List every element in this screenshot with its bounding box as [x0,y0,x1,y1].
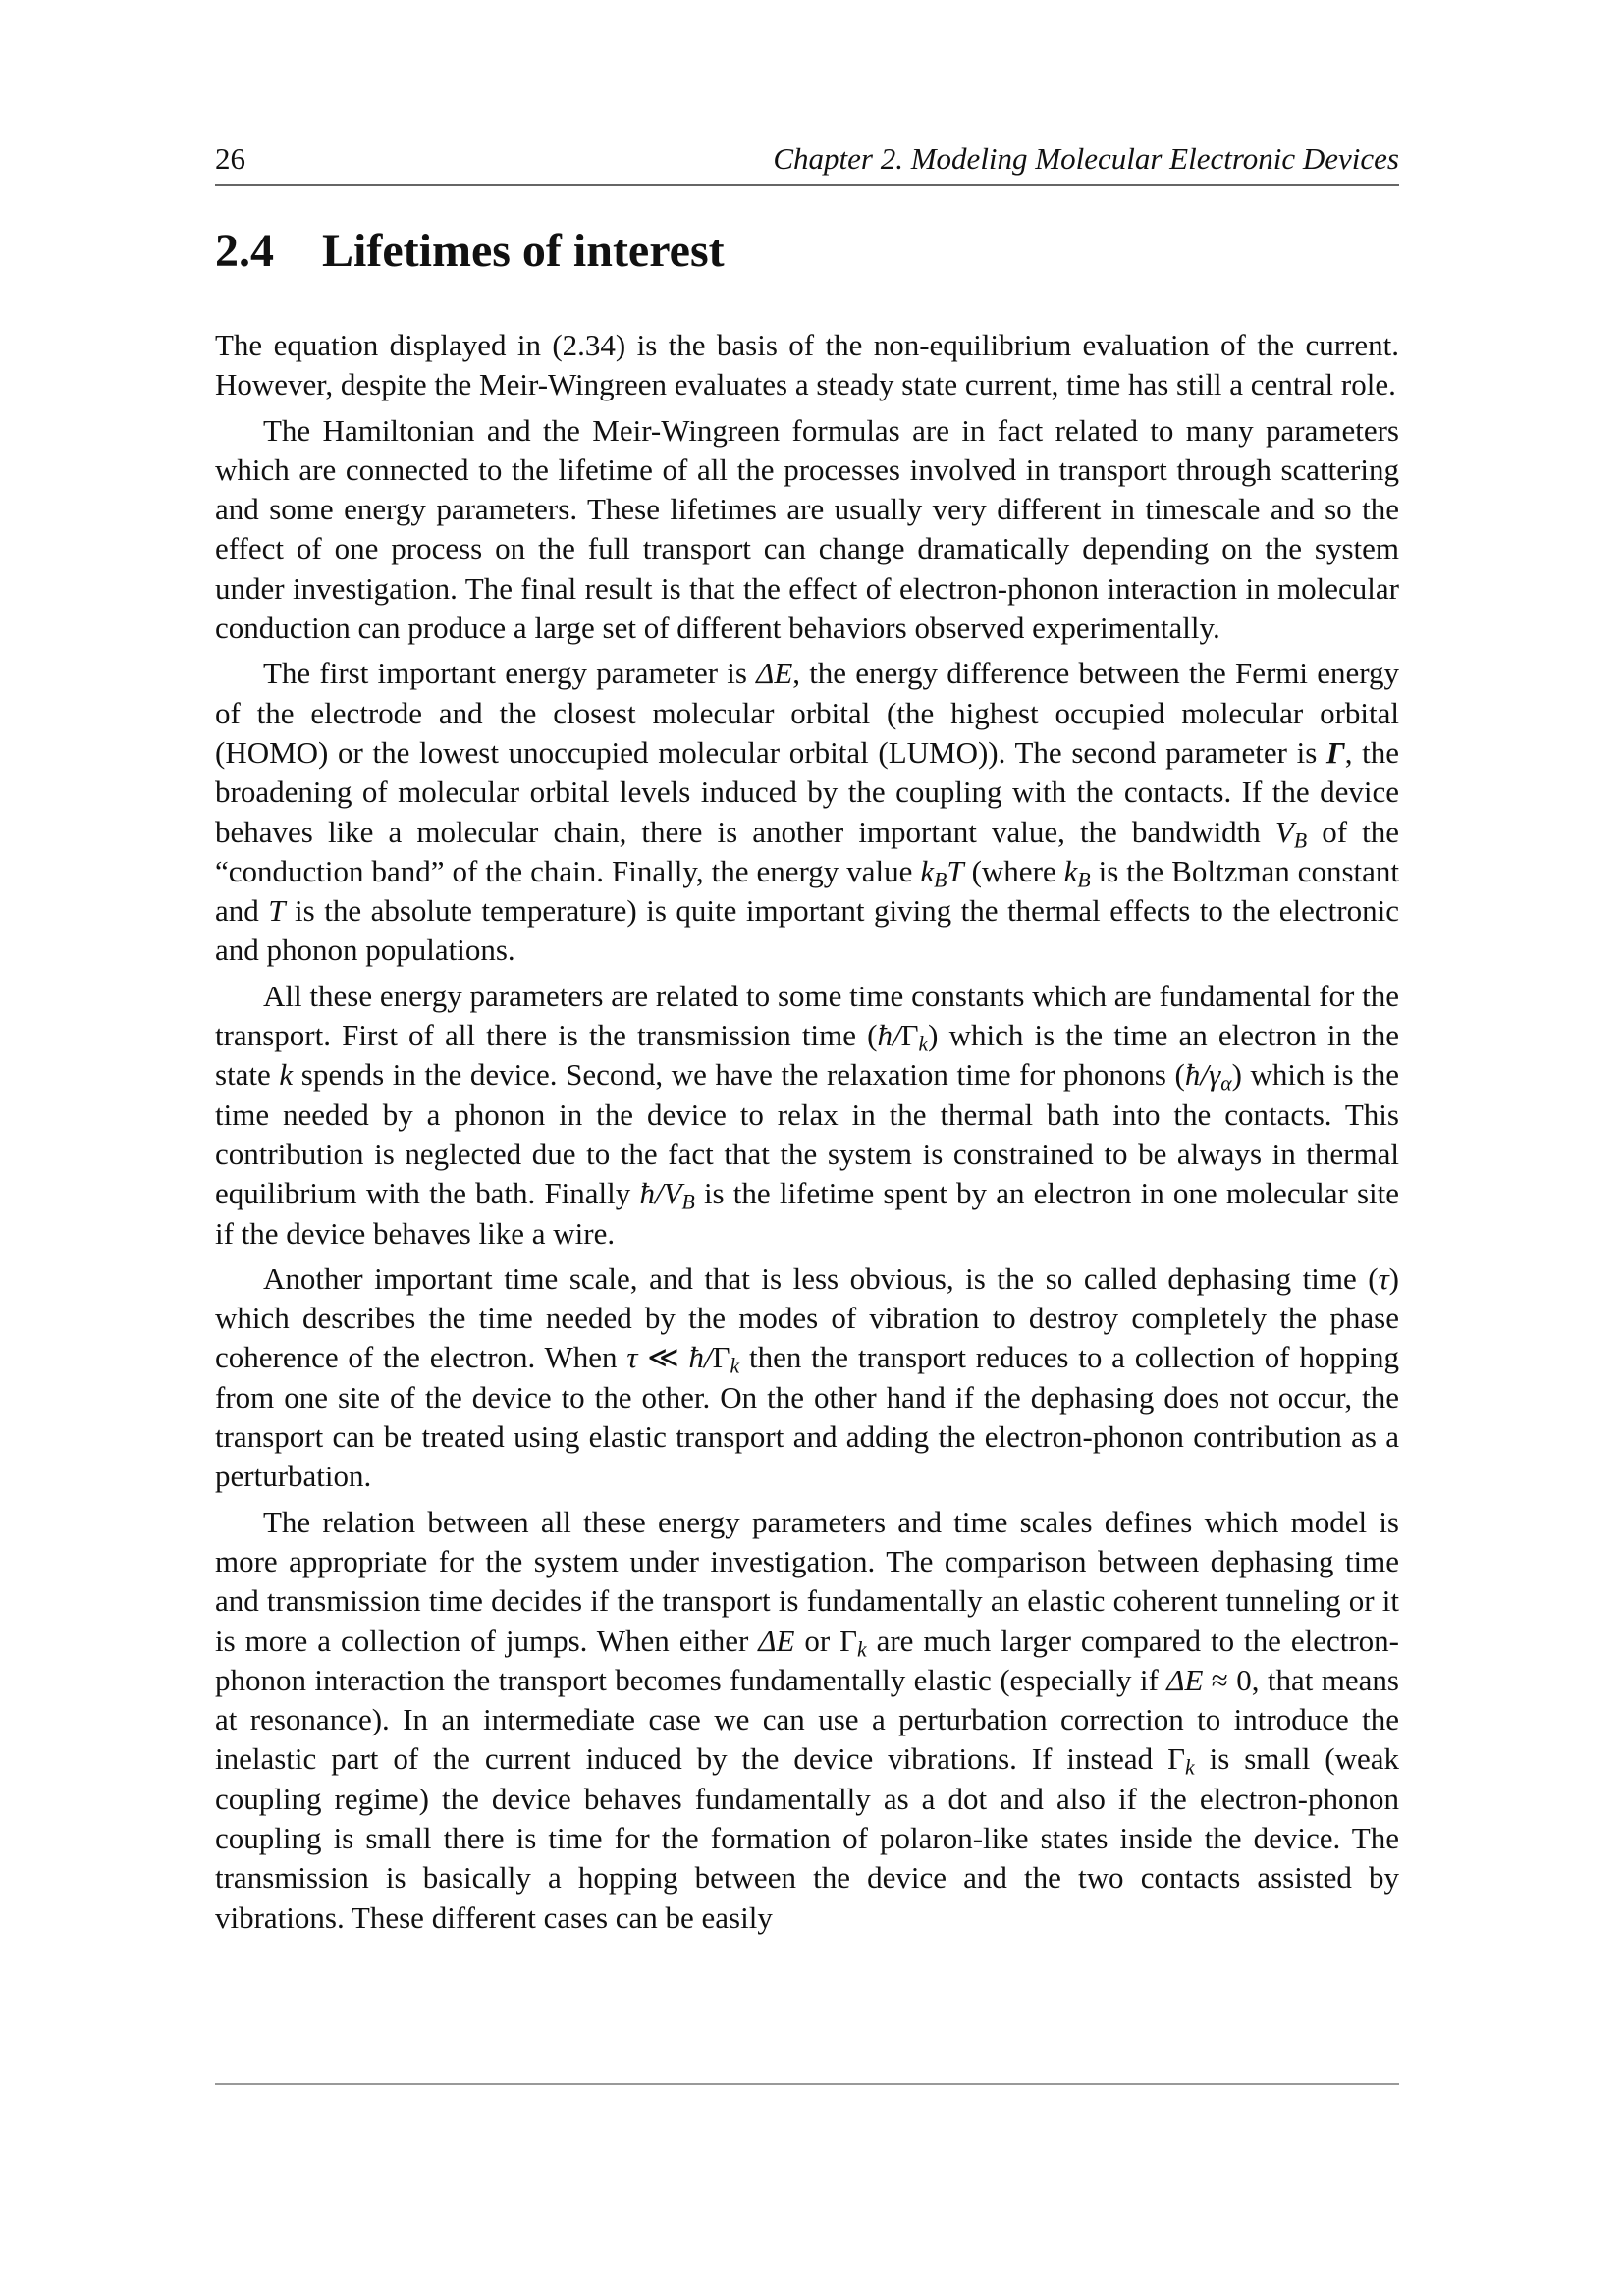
paragraph-1 [215,326,1399,405]
math-kbt [920,853,964,892]
math-delta-e: ΔE [758,1623,795,1658]
section-number: 2.4 [215,225,274,277]
paragraph-2 [215,411,1399,649]
math-delta-e-approx-zero [1166,1663,1251,1697]
text: ) which describes the time needed by the modes of vibration to destroy completely the phase coherence of the electron. When [215,1260,1399,1375]
text: is small (weak coupling regime) the device behaves fundamentally as a dot and also if the electron-phonon coupling is small there is time for the formation of polaron-like states inside the device. The transmission is basically a hopping between the device and the two contacts assisted by vibrations. These different cases can be easily [215,1741,1400,1935]
math-symbol: k [1063,853,1078,888]
math-subscript: B [934,868,947,892]
text: are much larger compared to the electron-phonon interaction the transport becomes fundamentally elastic (especially if [215,1623,1399,1697]
running-head [215,139,1399,179]
math-symbol: V [663,1176,682,1211]
math-vb [1274,814,1308,852]
paragraph-6 [215,1503,1399,1938]
math-gamma-k [1167,1741,1195,1780]
math-symbol: ħ/ [639,1176,664,1211]
text: is the absolute temperature) is quite important giving the thermal effects to the electronic and phonon populations. [215,893,1399,968]
text: then the transport reduces to a collection of hopping from one site of the device to the other. On the other hand if the dephasing does not occur, the transport can be treated using elastic transport and adding the electron-phonon contribution as a perturbation. [215,1340,1399,1494]
math-gamma: Γ [1325,734,1345,770]
text: , the energy difference between the Fermi energy of the electrode and the closest molecular orbital (the highest occupied molecular orbital (HOMO) or the lowest unoccupied molecular orbital (LUMO)). The second parameter is [215,656,1399,770]
math-symbol: V [1274,814,1294,849]
math-tau-ll-hbar-gamma-k [626,1340,740,1378]
math-gamma-k [839,1623,867,1661]
math-symbol: k [920,853,935,888]
paragraph-5 [215,1259,1399,1497]
math-hbar-vb [639,1176,695,1214]
text: or [794,1623,840,1658]
text: ) which is the time an electron in the state [215,1018,1399,1093]
page-number: 26 [215,141,245,176]
text: is the Boltzman constant and [215,853,1399,929]
math-symbol: ħ/ [877,1018,901,1053]
text: The Hamiltonian and the Meir-Wingreen formulas are in fact related to many parameters which are connected to the lifetime of all the processes involved in transport through scattering and some energy parameters. These lifetimes are usually very different in timescale and so the effect of one process on the full transport can change dramatically depending on the system under investigation. The final result is that the effect of electron-phonon interaction in molecular conduction can produce a large set of different behaviors observed experimentally. [215,412,1399,646]
section-heading [215,222,725,281]
chapter-title: Chapter 2. Modeling Molecular Electronic Devices [773,141,1399,176]
math-symbol: ΔE [1166,1662,1204,1697]
paragraph-4 [215,977,1399,1254]
math-symbol: T [947,853,964,888]
math-delta-e: ΔE [756,656,793,691]
math-kb [1063,853,1091,892]
text: of the “conduction band” of the chain. Finally, the energy value [215,814,1399,888]
math-subscript: k [857,1636,867,1661]
math-symbol: Γ [900,1018,919,1053]
math-tau: τ [1378,1260,1389,1296]
math-subscript: α [1220,1071,1232,1095]
text: The first important energy parameter is [263,656,757,691]
math-symbol: Γ [839,1623,858,1658]
math-subscript: B [681,1190,695,1214]
footer-rule [215,2083,1399,2085]
text: is the lifetime spent by an electron in one molecular site if the device behaves like a wire. [215,1176,1399,1251]
math-subscript: B [1293,828,1308,852]
math-operator: ≪ [637,1340,689,1375]
math-symbol: ħ/ [688,1340,713,1375]
math-subscript: k [1185,1755,1195,1780]
text: The relation between all these energy parameters and time scales defines which model is more appropriate for the system under investigation. The comparison between dephasing time and transmission time decides if the transport is fundamentally an elastic coherent tunneling or it is more a collection of jumps. When either [215,1504,1399,1658]
paragraph-3 [215,654,1399,970]
math-hbar-gamma-alpha [1184,1057,1232,1095]
body-text [215,326,1399,1944]
text: The equation displayed in (2.34) is the basis of the non-equilibrium evaluation of the current. However, despite the Meir-Wingreen evaluates a steady state current, time has still a central role. [215,328,1399,402]
text: Another important time scale, and that is less obvious, is the so called dephasing time ( [263,1260,1379,1296]
math-hbar-gamma-k [877,1018,929,1056]
math-symbol: Γ [712,1340,730,1375]
math-k: k [279,1057,294,1093]
text: spends in the device. Second, we have the relaxation time for phonons ( [293,1057,1185,1093]
text: ) which is the time needed by a phonon in the device to relax in the thermal bath into the contacts. This contribution is neglected due to the fact that the system is constrained to be always in thermal equilibrium with the bath. Finally [215,1057,1400,1211]
text: All these energy parameters are related to some time constants which are fundamental for the transport. First of all there is the transmission time ( [215,978,1399,1053]
math-symbol: ħ/ [1184,1057,1210,1093]
math-subscript: k [730,1354,740,1378]
header-rule [215,184,1399,186]
math-symbol: Γ [1167,1741,1186,1777]
math-operator: ≈ 0 [1203,1662,1252,1697]
text: , that means at resonance). In an intermediate case we can use a perturbation correction to introduce the inelastic part of the current induced by the device vibrations. If instead [215,1662,1399,1777]
math-symbol: τ [626,1340,638,1375]
text: , the broadening of molecular orbital levels induced by the coupling with the contacts. If the device behaves like a molecular chain, there is another important value, the bandwidth [215,734,1400,849]
text: (where [963,853,1064,888]
math-subscript: k [918,1032,929,1056]
math-t: T [268,893,286,929]
section-title: Lifetimes of interest [322,225,725,277]
math-symbol: γ [1209,1057,1221,1093]
math-subscript: B [1077,868,1091,892]
